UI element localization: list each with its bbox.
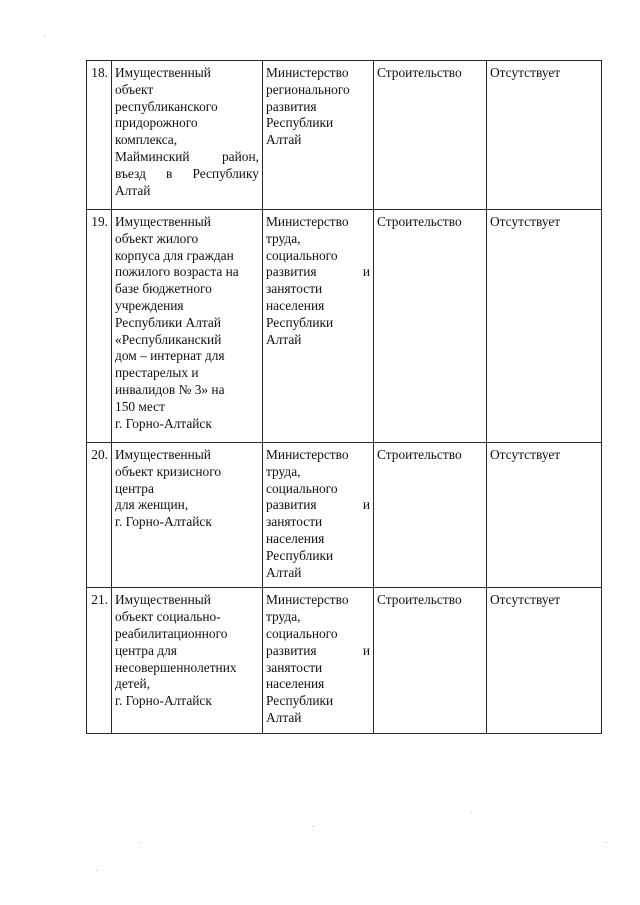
status-cell: Отсутствует [487,210,602,443]
object-name-line: г. Горно-Алтайск [115,514,212,530]
scan-speck [44,36,46,37]
object-name-word: в [166,165,173,181]
row-number: 18. [87,61,112,210]
ministry-line: Алтай [266,132,302,148]
object-name-line: Имущественный [115,447,211,462]
object-name-line: г. Горно-Алтайск [115,693,212,709]
object-name-line: для женщин, [115,497,189,513]
ministry-line: Алтай [266,564,302,580]
object-name-line: Имущественный [115,592,211,608]
object-name-line: Республики Алтай [115,314,222,330]
object-name-line: центра [115,480,154,496]
ministry-line: социального [266,247,338,263]
ministry-line [266,264,370,281]
property-objects-table [86,60,602,734]
ministry-line: Республики [266,115,334,131]
ministry-line: Республики [266,693,334,709]
object-name-line: 150 мест [115,398,165,414]
status-cell: Отсутствует [487,588,602,733]
object-name-line: комплекса, [115,132,178,148]
ministry-line: населения [266,297,325,313]
object-name-line: центра для [115,642,177,658]
object-name-line: объект жилого [115,230,199,246]
object-name-word: Майминский [115,148,190,164]
object-name-line: объект [115,81,154,97]
scan-speck [312,826,314,827]
object-name-line: Алтай [115,182,151,198]
ministry-line: Министерство [266,65,349,80]
object-name-cell [112,61,263,210]
object-name-line: базе бюджетного [115,281,212,297]
table-row [87,443,602,588]
object-name-line: объект кризисного [115,463,222,479]
object-name-line: «Республиканский [115,331,222,347]
object-name-word: въезд [115,165,146,181]
table-row [87,210,602,443]
ministry-cell [263,588,374,733]
object-name-line: дом – интернат для [115,348,225,364]
ministry-line: Алтай [266,709,302,725]
ministry-line [266,497,370,514]
ministry-word: и [362,642,370,658]
ministry-line: регионального [266,81,350,97]
object-name-cell [112,443,263,588]
object-name-line: объект социально- [115,609,221,625]
ministry-line: населения [266,676,325,692]
ministry-line: населения [266,530,325,546]
object-name-line: инвалидов № 3» на [115,381,225,397]
ministry-line: занятости [266,659,323,675]
ministry-line: труда, [266,609,301,625]
activity-type-cell: Строительство [374,61,487,210]
scan-speck [140,842,142,843]
row-number: 21. [87,588,112,733]
ministry-word: развития [266,264,317,280]
scan-speck [470,812,472,813]
table-row [87,61,602,210]
ministry-line [266,643,370,660]
ministry-line: занятости [266,281,323,297]
ministry-line: социального [266,625,338,641]
object-name-cell [112,588,263,733]
ministry-word: и [362,264,370,280]
ministry-line: развития [266,98,317,114]
object-name-line: реабилитационного [115,625,228,641]
activity-type-cell: Строительство [374,588,487,733]
activity-type-cell: Строительство [374,443,487,588]
ministry-cell [263,443,374,588]
object-name-line: г. Горно-Алтайск [115,415,212,431]
ministry-word: развития [266,642,317,658]
ministry-line: Министерство [266,447,349,462]
row-number: 20. [87,443,112,588]
ministry-line: Республики [266,547,334,563]
object-name-line: Имущественный [115,65,211,80]
object-name-line [115,166,259,183]
table-row [87,588,602,733]
ministry-cell [263,61,374,210]
scan-speck [96,870,98,871]
object-name-line: республиканского [115,98,218,114]
status-cell: Отсутствует [487,443,602,588]
object-name-line: придорожного [115,115,198,131]
ministry-word: и [362,497,370,513]
object-name-cell [112,210,263,443]
object-name-line [115,149,259,166]
object-name-line: престарелых и [115,365,199,381]
ministry-line: социального [266,480,338,496]
object-name-line: корпуса для граждан [115,247,234,263]
object-name-line: пожилого возраста на [115,264,239,280]
ministry-line: Республики [266,314,334,330]
ministry-line: Алтай [266,331,302,347]
object-name-line: учреждения [115,297,184,313]
ministry-line: Министерство [266,592,349,608]
object-name-word: Республику [192,165,259,181]
object-name-word: район, [221,148,259,164]
scan-speck [605,842,607,843]
object-name-line: детей, [115,676,151,692]
activity-type-cell: Строительство [374,210,487,443]
ministry-line: Министерство [266,214,349,229]
ministry-word: развития [266,497,317,513]
object-name-line: Имущественный [115,214,211,229]
table-body [87,61,602,734]
ministry-line: занятости [266,514,323,530]
row-number: 19. [87,210,112,443]
status-cell: Отсутствует [487,61,602,210]
object-name-line: несовершеннолетних [115,659,237,675]
ministry-cell [263,210,374,443]
ministry-line: труда, [266,230,301,246]
ministry-line: труда, [266,463,301,479]
